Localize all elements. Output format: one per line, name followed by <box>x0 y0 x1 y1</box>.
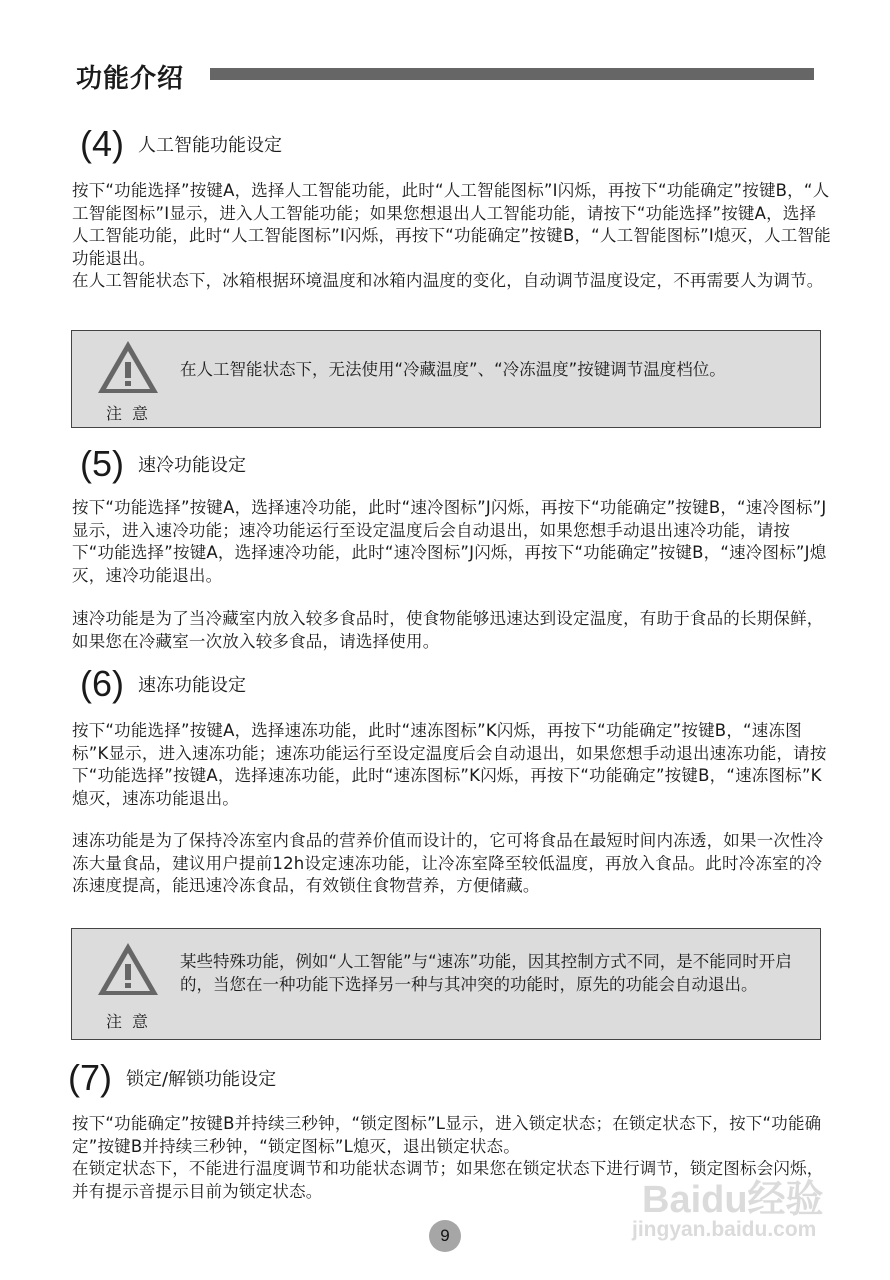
header-rule <box>210 68 814 80</box>
section-number: (7) <box>68 1057 112 1098</box>
warning-triangle-icon <box>96 941 160 997</box>
section-title: 锁定/解锁功能设定 <box>126 1069 277 1090</box>
section-7-heading <box>68 1058 276 1098</box>
caution-label: 注意 <box>106 1012 159 1031</box>
page-title: 功能介绍 <box>76 64 185 94</box>
section-title: 人工智能功能设定 <box>138 135 282 156</box>
section-4-paragraph-1: 按下“功能选择”按键A，选择人工智能功能，此时“人工智能图标”I闪烁，再按下“功能确定”按键B，“人工智能图标”I显示，进入人工智能功能；如果您想退出人工智能功能，请按下“功能选择”按键A，选择人工智能功能，此时“人工智能图标”I闪烁，再按下“功能确定”按键B，“人工智能图标”I熄灭，人工智能功能退出。 <box>72 181 831 268</box>
section-number: (4) <box>80 123 124 164</box>
section-6-paragraph-1: 按下“功能选择”按键A，选择速冻功能，此时“速冻图标”K闪烁，再按下“功能确定”按键B，“速冻图标”K显示，进入速冻功能；速冻功能运行至设定温度后会自动退出，如果您想手动退出速冻功能，请按下“功能选择”按键A，选择速冻功能，此时“速冻图标”K闪烁，再按下“功能确定”按键B，“速冻图标”K熄灭，速冻功能退出。 <box>72 721 827 808</box>
section-6-paragraph-2: 速冻功能是为了保持冷冻室内食品的营养价值而设计的，它可将食品在最短时间内冻透，如果一次性冷冻大量食品，建议用户提前12h设定速冻功能，让冷冻室降至较低温度，再放入食品。此时冷冻室的冷冻速度提高，能迅速冷冻食品，有效锁住食物营养，方便储藏。 <box>72 831 824 895</box>
section-title: 速冷功能设定 <box>138 455 246 476</box>
section-4-heading <box>80 124 282 164</box>
section-7-paragraph-1: 按下“功能确定”按键B并持续三秒钟，“锁定图标”L显示，进入锁定状态；在锁定状态下，按下“功能确定”按键B并持续三秒钟，“锁定图标”L熄灭，退出锁定状态。 <box>72 1114 822 1156</box>
section-4-paragraph-2: 在人工智能状态下，冰箱根据环境温度和冰箱内温度的变化，自动调节温度设定，不再需要人为调节。 <box>72 271 824 290</box>
page-number: 9 <box>429 1220 461 1252</box>
section-title: 速冻功能设定 <box>138 675 246 696</box>
warning-triangle-icon <box>96 339 160 395</box>
section-5-paragraph-2: 速冷功能是为了当冷藏室内放入较多食品时，使食物能够迅速达到设定温度，有助于食品的长期保鲜，如果您在冷藏室一次放入较多食品，请选择使用。 <box>72 609 824 651</box>
watermark-logo: Baidu经验 <box>642 1179 824 1221</box>
watermark-url: jingyan.baidu.com <box>632 1218 817 1241</box>
caution-note <box>71 330 821 428</box>
caution-label: 注意 <box>106 404 159 423</box>
section-number: (6) <box>80 663 124 704</box>
caution-text: 某些特殊功能，例如“人工智能”与“速冻”功能，因其控制方式不同，是不能同时开启的，当您在一种功能下选择另一种与其冲突的功能时，原先的功能会自动退出。 <box>180 952 792 994</box>
caution-note <box>71 928 821 1040</box>
section-6-heading <box>80 664 246 704</box>
section-5-heading <box>80 444 246 484</box>
section-7-paragraph-2: 在锁定状态下，不能进行温度调节和功能状态调节；如果您在锁定状态下进行调节，锁定图标会闪烁，并有提示音提示目前为锁定状态。 <box>72 1159 824 1201</box>
page-header <box>76 58 814 94</box>
section-5-paragraph-1: 按下“功能选择”按键A，选择速冷功能，此时“速冷图标”J闪烁，再按下“功能确定”按键B，“速冷图标”J显示，进入速冷功能；速冷功能运行至设定温度后会自动退出，如果您想手动退出速冷功能，请按下“功能选择”按键A，选择速冷功能，此时“速冷图标”J闪烁，再按下“功能确定”按键B，“速冷图标”J熄灭，速冷功能退出。 <box>72 498 827 585</box>
section-number: (5) <box>80 443 124 484</box>
caution-text: 在人工智能状态下，无法使用“冷藏温度”、“冷冻温度”按键调节温度档位。 <box>180 360 726 379</box>
